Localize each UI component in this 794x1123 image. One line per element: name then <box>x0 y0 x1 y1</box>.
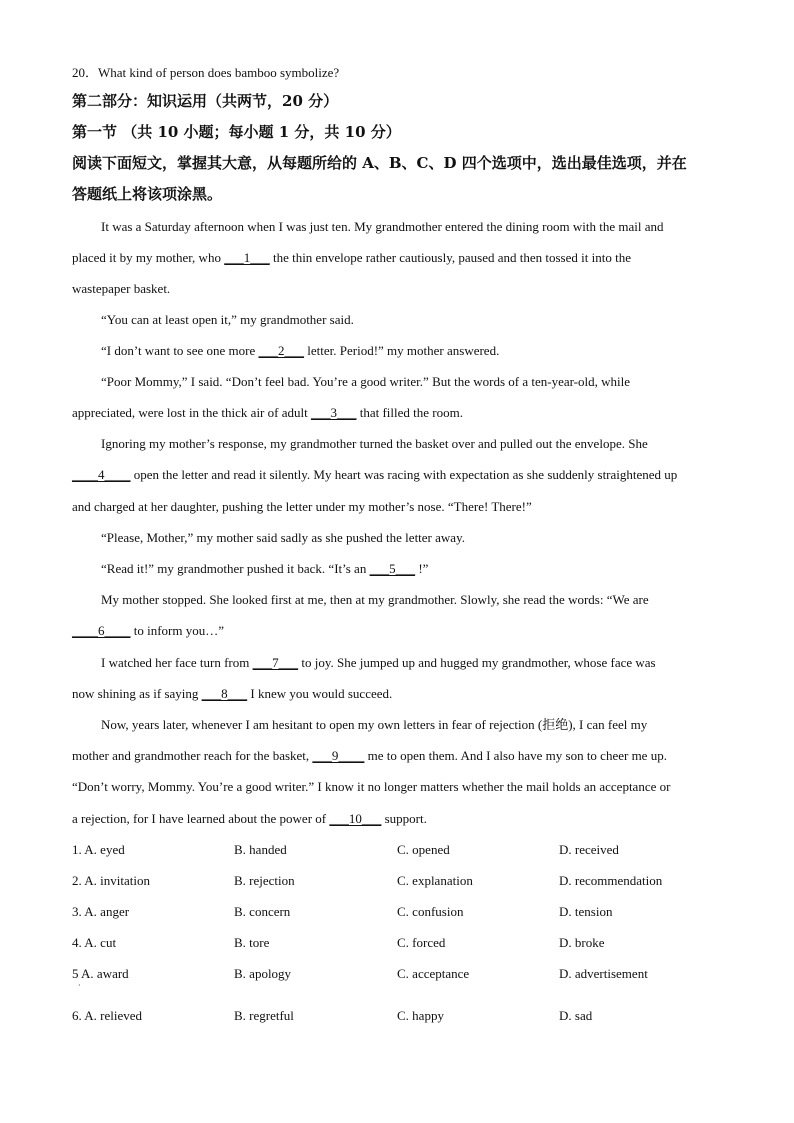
passage-line <box>72 810 427 828</box>
text: the thin envelope rather cautiously, paused and then tossed it into the <box>269 250 631 265</box>
text: a rejection, for I have learned about the power of <box>72 811 330 826</box>
passage-line: “Don’t worry, Mommy. You’re a good writer.” I know it no longer matters whether the mail holds an acceptance or <box>72 779 671 794</box>
text: “I don’t want to see one more <box>101 343 259 358</box>
passage-line: and charged at her daughter, pushing the letter under my mother’s nose. “There! There!” <box>72 499 532 514</box>
option-4-b: B. tore <box>234 935 270 950</box>
option-1-a: 1. A. eyed <box>72 842 125 857</box>
text: “Read it!” my grandmother pushed it back. “It’s an <box>101 561 370 576</box>
passage-line <box>72 622 224 640</box>
text: placed it by my mother, who <box>72 250 225 265</box>
passage-line <box>72 249 631 267</box>
text: I knew you would succeed. <box>247 686 393 701</box>
passage-line: “You can at least open it,” my grandmother said. <box>101 312 354 327</box>
passage-line: wastepaper basket. <box>72 281 171 296</box>
blank-1: ___1___ <box>224 250 270 265</box>
option-2-d: D. recommendation <box>559 873 663 888</box>
option-3-b: B. concern <box>234 904 291 919</box>
passage-line: My mother stopped. She looked first at me, then at my grandmother. Slowly, she read the words: “We are <box>101 592 649 607</box>
option-6-d: D. sad <box>559 1008 593 1023</box>
blank-10: ___10___ <box>329 811 382 826</box>
option-3-c: C. confusion <box>397 904 464 919</box>
passage-line: “Please, Mother,” my mother said sadly as she pushed the letter away. <box>101 530 465 545</box>
text: support. <box>381 811 427 826</box>
passage-line <box>72 685 392 703</box>
option-5-a: 5 A. award <box>72 966 129 981</box>
passage-line <box>72 466 677 484</box>
option-2-a: 2. A. invitation <box>72 873 150 888</box>
option-6-c: C. happy <box>397 1008 444 1023</box>
blank-4: ____4____ <box>72 467 131 482</box>
option-1-c: C. opened <box>397 842 450 857</box>
option-5-d: D. advertisement <box>559 966 648 981</box>
text: that filled the room. <box>356 405 463 420</box>
blank-8: ___8___ <box>201 686 248 701</box>
text: to joy. She jumped up and hugged my grandmother, whose face was <box>298 655 656 670</box>
option-1-b: B. handed <box>234 842 287 857</box>
passage-line <box>101 560 428 578</box>
option-1-d: D. received <box>559 842 619 857</box>
option-2-b: B. rejection <box>234 873 295 888</box>
blank-5: ___5___ <box>369 561 416 576</box>
text: mother and grandmother reach for the basket, <box>72 748 313 763</box>
part-title: 第二部分：知识运用（共两节，20 分） <box>72 92 339 110</box>
text: I watched her face turn from <box>101 655 253 670</box>
option-5-b: B. apology <box>234 966 292 981</box>
blank-2: ___2___ <box>258 343 305 358</box>
blank-3: ___3___ <box>310 405 357 420</box>
text: now shining as if saying <box>72 686 202 701</box>
passage-line: “Poor Mommy,” I said. “Don’t feel bad. You’re a good writer.” But the words of a ten-year-old, while <box>101 374 631 389</box>
passage-line <box>72 747 667 765</box>
option-3-a: 3. A. anger <box>72 904 130 919</box>
option-4-d: D. broke <box>559 935 605 950</box>
option-2-c: C. explanation <box>397 873 473 888</box>
text: open the letter and read it silently. My heart was racing with expectation as she suddenly straightened up <box>130 467 678 482</box>
text: !” <box>415 561 429 576</box>
text: appreciated, were lost in the thick air of adult <box>72 405 311 420</box>
stray-dot: · <box>78 981 81 990</box>
blank-9: ___9____ <box>312 748 365 763</box>
passage-line: Now, years later, whenever I am hesitant to open my own letters in fear of rejection (拒绝), I can feel my <box>101 717 648 732</box>
passage-line <box>101 342 499 360</box>
passage-line <box>101 654 656 672</box>
blank-7: ___7___ <box>252 655 299 670</box>
passage-line: Ignoring my mother’s response, my grandmother turned the basket over and pulled out the envelope. She <box>101 436 648 451</box>
blank-6: ____6____ <box>72 623 131 638</box>
option-6-a: 6. A. relieved <box>72 1008 143 1023</box>
option-3-d: D. tension <box>559 904 613 919</box>
option-4-c: C. forced <box>397 935 446 950</box>
question-20: 20．What kind of person does bamboo symbolize? <box>72 65 340 80</box>
passage-line: It was a Saturday afternoon when I was just ten. My grandmother entered the dining room with the mail and <box>101 219 664 234</box>
instruction-line-1: 阅读下面短文，掌握其大意，从每题所给的 A、B、C、D 四个选项中，选出最佳选项，并在 <box>72 154 687 172</box>
text: me to open them. And I also have my son to cheer me up. <box>364 748 667 763</box>
option-4-a: 4. A. cut <box>72 935 117 950</box>
section-title: 第一节 （共 10 小题；每小题 1 分，共 10 分） <box>72 123 401 141</box>
text: to inform you…” <box>130 623 225 638</box>
passage-line <box>72 404 463 422</box>
text: letter. Period!” my mother answered. <box>304 343 500 358</box>
instruction-line-2: 答题纸上将该项涂黑。 <box>72 185 223 203</box>
option-6-b: B. regretful <box>234 1008 294 1023</box>
option-5-c: C. acceptance <box>397 966 470 981</box>
